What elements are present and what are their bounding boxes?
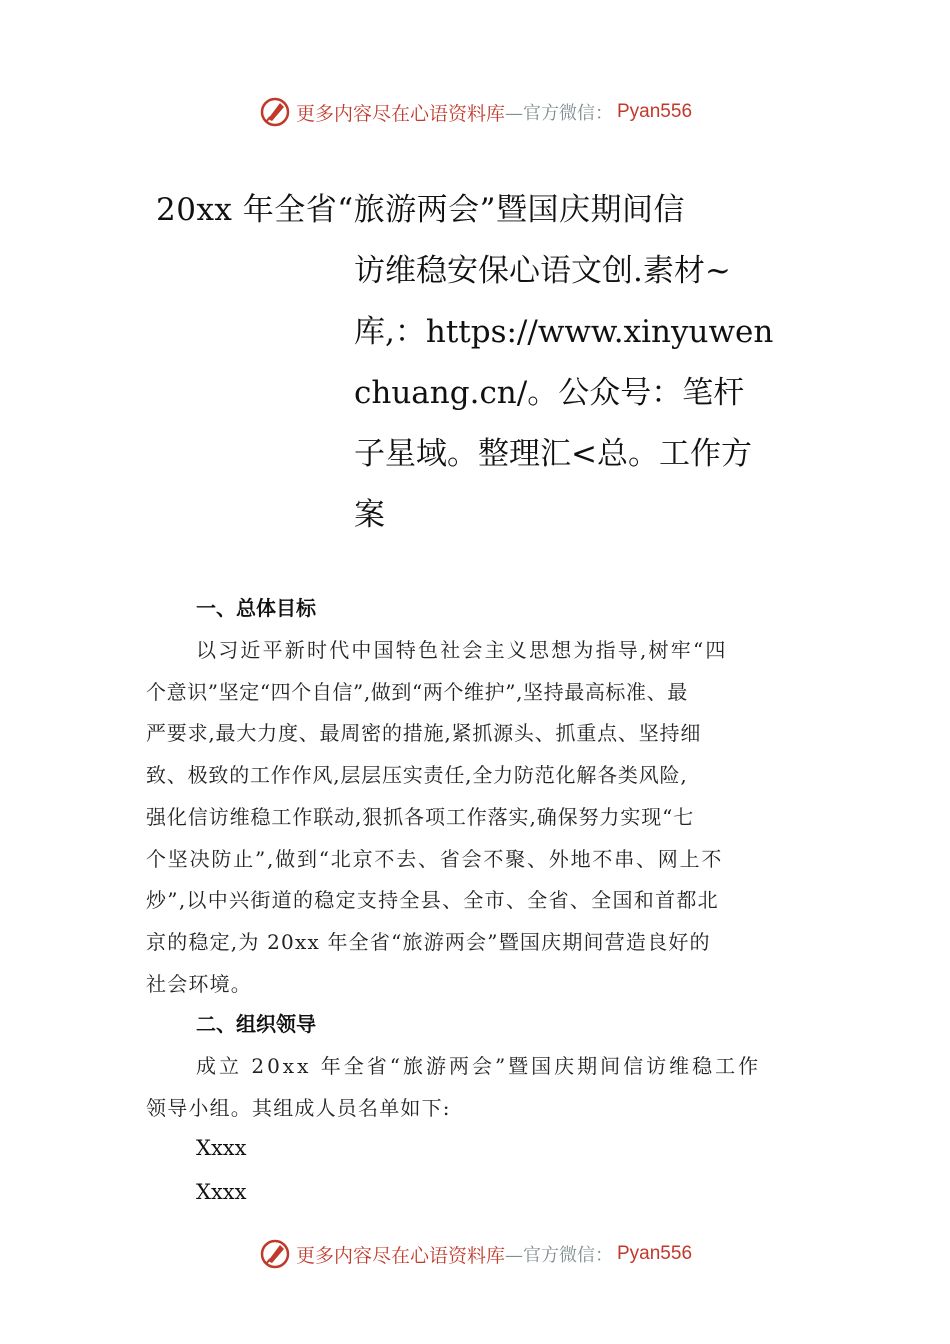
watermark-banner-top bbox=[0, 92, 950, 132]
paragraph-line: 个意识”坚定“四个自信”,做到“两个维护”,坚持最高标准、最 bbox=[146, 679, 688, 704]
watermark-sub-text: —官方微信： bbox=[505, 1245, 613, 1266]
paragraph-line: 强化信访维稳工作联动,狠抓各项工作落实,确保努力实现“七 bbox=[146, 804, 695, 829]
paragraph-line: 严要求,最大力度、最周密的措施,紧抓源头、抓重点、坚持细 bbox=[146, 721, 702, 746]
section-heading-organization: 二、组织领导 bbox=[196, 1012, 316, 1036]
watermark-banner-bottom bbox=[0, 1234, 950, 1274]
paragraph-line: 领导小组。其组成人员名单如下: bbox=[146, 1095, 451, 1120]
member-name: Xxxx bbox=[196, 1136, 247, 1160]
watermark-wechat-id: Pyan556 bbox=[617, 101, 693, 122]
watermark-wechat-id: Pyan556 bbox=[617, 1243, 693, 1264]
document-title-line-5: 子星域。整理汇<总。工作方 bbox=[354, 436, 752, 472]
paragraph-line: 京的稳定,为 20xx 年全省“旅游两会”暨国庆期间营造良好的 bbox=[146, 929, 711, 954]
paragraph-line: 炒”,以中兴街道的稳定支持全县、全市、全省、全国和首都北 bbox=[146, 888, 719, 913]
watermark-main-text: 更多内容尽在心语资料库 bbox=[295, 1244, 505, 1267]
document-title-line-4: chuang.cn/。公众号：笔杆 bbox=[354, 375, 745, 411]
paragraph-line: 个坚决防止”,做到“北京不去、省会不聚、外地不串、网上不 bbox=[146, 846, 724, 871]
pen-nib-logo-icon bbox=[258, 1237, 292, 1271]
document-title-line-1: 20xx 年全省“旅游两会”暨国庆期间信 bbox=[156, 192, 685, 228]
paragraph-line: 社会环境。 bbox=[146, 971, 252, 996]
paragraph-line: 成立 20xx 年全省“旅游两会”暨国庆期间信访维稳工作 bbox=[196, 1054, 762, 1078]
watermark-main-text: 更多内容尽在心语资料库 bbox=[295, 102, 505, 125]
watermark-sub-text: —官方微信： bbox=[505, 103, 613, 124]
member-name: Xxxx bbox=[196, 1180, 247, 1204]
document-title-line-3: 库,：https://www.xinyuwen bbox=[354, 314, 774, 350]
section-heading-overall-goal: 一、总体目标 bbox=[196, 596, 316, 620]
section1-paragraph bbox=[146, 630, 806, 1005]
section2-paragraph bbox=[146, 1046, 806, 1129]
document-title-line-2: 访维稳安保心语文创.素材~ bbox=[354, 253, 731, 289]
paragraph-line: 致、极致的工作作风,层层压实责任,全力防范化解各类风险, bbox=[146, 763, 688, 788]
paragraph-line: 以习近平新时代中国特色社会主义思想为指导,树牢“四 bbox=[196, 638, 728, 662]
document-title-line-6: 案 bbox=[354, 497, 385, 533]
document-title-continuation bbox=[354, 241, 804, 546]
pen-nib-logo-icon bbox=[258, 95, 292, 129]
